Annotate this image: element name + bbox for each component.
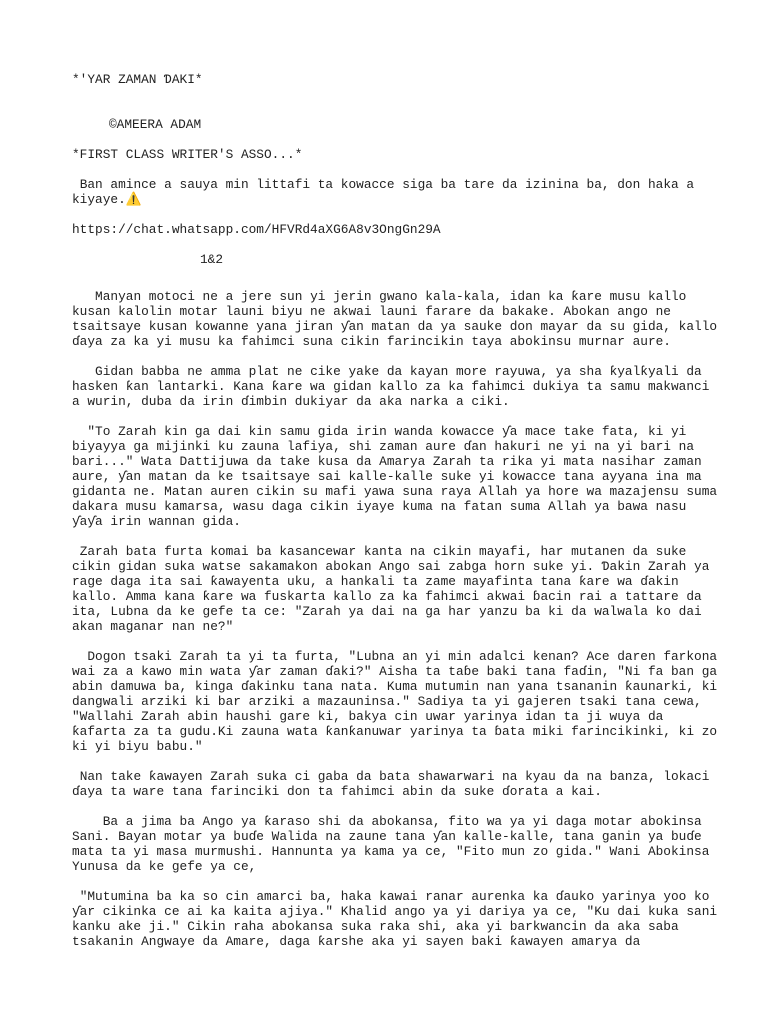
spacer (72, 874, 718, 889)
story-paragraph: Ba a jima ba Ango ya ƙaraso shi da abokansa, fito wa ya yi daga motar abokinsa Sani. Bayan motar ya buɗe Walida na zaune tana ƴan kalle-kalle, tana ganin ya buɗe mata ta yi masa murmushi. Hannunta ya kama ya ce, "Fito mun zo gida." Wani Abokinsa Yunusa da ke gefe ya ce, (72, 814, 718, 874)
spacer (72, 799, 718, 814)
story-title: *'YAR ZAMAN ƊAKI* (72, 72, 203, 87)
spacer (72, 87, 718, 117)
whatsapp-link-text[interactable]: https://chat.whatsapp.com/HFVRd4aXG6A8v3OngGn29A (72, 222, 441, 237)
spacer (72, 634, 718, 649)
whatsapp-link[interactable] (72, 222, 718, 237)
part-number: 1&2 (200, 252, 224, 267)
story-paragraph: Gidan babba ne amma plat ne cike yake da kayan more rayuwa, ya sha ƙyalƙyali da hasken ƙan lantarki. Kana ƙare wa gidan kallo za ka fahimci dukiya ta samu makwanci a wurin, duba da irin ɗimbin dukiyar da aka narka a ciki. (72, 364, 718, 409)
story-paragraph: Manyan motoci ne a jere sun yi jerin gwano kala-kala, idan ka ƙare musu kallo kusan kalolin motar launi biyu ne akwai launi farare da bakake. Abokan ango ne tsaitsaye kusan kowanne yana jiran ƴan matan da ya sauke don mayar da su gida, kallo ɗaya za ka yi musu ka fahimci suna cikin farincikin taya abokinsu murnar aure. (72, 289, 725, 349)
copyright-warning: Ban amince a sauya min littafi ta kowacce siga ba tare da izinina ba, don haka a kiyaye.⚠️ (72, 177, 702, 207)
spacer (72, 754, 718, 769)
spacer (72, 207, 718, 222)
spacer (72, 162, 718, 177)
association-name: *FIRST CLASS WRITER'S ASSO...* (72, 147, 303, 162)
story-paragraph: Nan take ƙawayen Zarah suka ci gaba da bata shawarwari na kyau da na banza, lokaci ɗaya ta ware tana farinciki don ta fahimci abin da suke ɗorata a kai. (72, 769, 718, 799)
spacer (72, 349, 718, 364)
author-name: ©AMEERA ADAM (109, 117, 202, 132)
spacer (72, 237, 718, 252)
spacer (72, 409, 718, 424)
story-paragraph: Dogon tsaki Zarah ta yi ta furta, "Lubna an yi min adalci kenan? Ace daren farkona wai za a kawo min wata ƴar zaman ɗaki?" Aisha ta taɓe baki tana faɗin, "Ni fa ban ga abin damuwa ba, kinga ɗakinku tana nata. Kuma mutumin nan yana tsananin ƙaunarki, ki dangwali arziki ki bar arziki a mazauninsa." Sadiya ta yi gajeren tsaki tana cewa, "Wallahi Zarah abin haushi gare ki, bakya cin uwar yarinya idan ta ji wuya da ƙafarta za ta gudu.Ki zauna wata ƙanƙanuwar yarinya ta ɓata miki farincikinki, ki zo ki yi biyu babu." (72, 649, 725, 754)
story-paragraph: "To Zarah kin ga dai kin samu gida irin wanda kowacce ƴa mace take fata, ki yi biyayya ga mijinki ku zauna lafiya, shi zaman aure ɗan hakuri ne yi na yi bari na bari..." Wata Dattijuwa da take kusa da Amarya Zarah ta rika yi mata nasihar zaman aure, ƴan matan da ke tsaitsaye sai kalle-kalle suke yi kowacce tana ayyana ina ma gidanta ne. Matan auren cikin su mafi yawa suna raya Allah ya hore wa mazajensu suma dakara musu kamarsa, wasu daga cikin iyaye kuma na fatan suma Allah ya bawa nasu ƴaƴa irin wannan gida. (72, 424, 725, 529)
story-paragraph: Zarah bata furta komai ba kasancewar kanta na cikin mayafi, har mutanen da suke cikin gidan suka watse sakamakon abokan Ango sai zabga horn suke yi. Ɗakin Zarah ya rage daga ita sai ƙawayenta uku, a hankali ta zame mayafinta tana ƙare wa ɗakin kallo. Amma kana ƙare wa fuskarta kallo za ka fahimci akwai ɓacin rai a tattare da ita, Lubna da ke gefe ta ce: "Zarah ya dai na ga har yanzu ba ki da walwala ko dai akan maganar nan ne?" (72, 544, 718, 634)
spacer (72, 132, 718, 147)
spacer (72, 267, 718, 289)
story-paragraph: "Mutumina ba ka so cin amarci ba, haka kawai ranar aurenka ka ɗauko yarinya yoo ko ƴar cikinka ce ai ka kaita ajiya." Khalid ango ya yi dariya ya ce, "Ku dai kuka sani kanku ake ji." Cikin raha abokansa suka raka shi, aka yi barkwancin da aka saba tsakanin Angwaye da Amare, daga ƙarshe aka yi sayen baki ƙawayen amarya da (72, 889, 725, 949)
spacer (72, 529, 718, 544)
